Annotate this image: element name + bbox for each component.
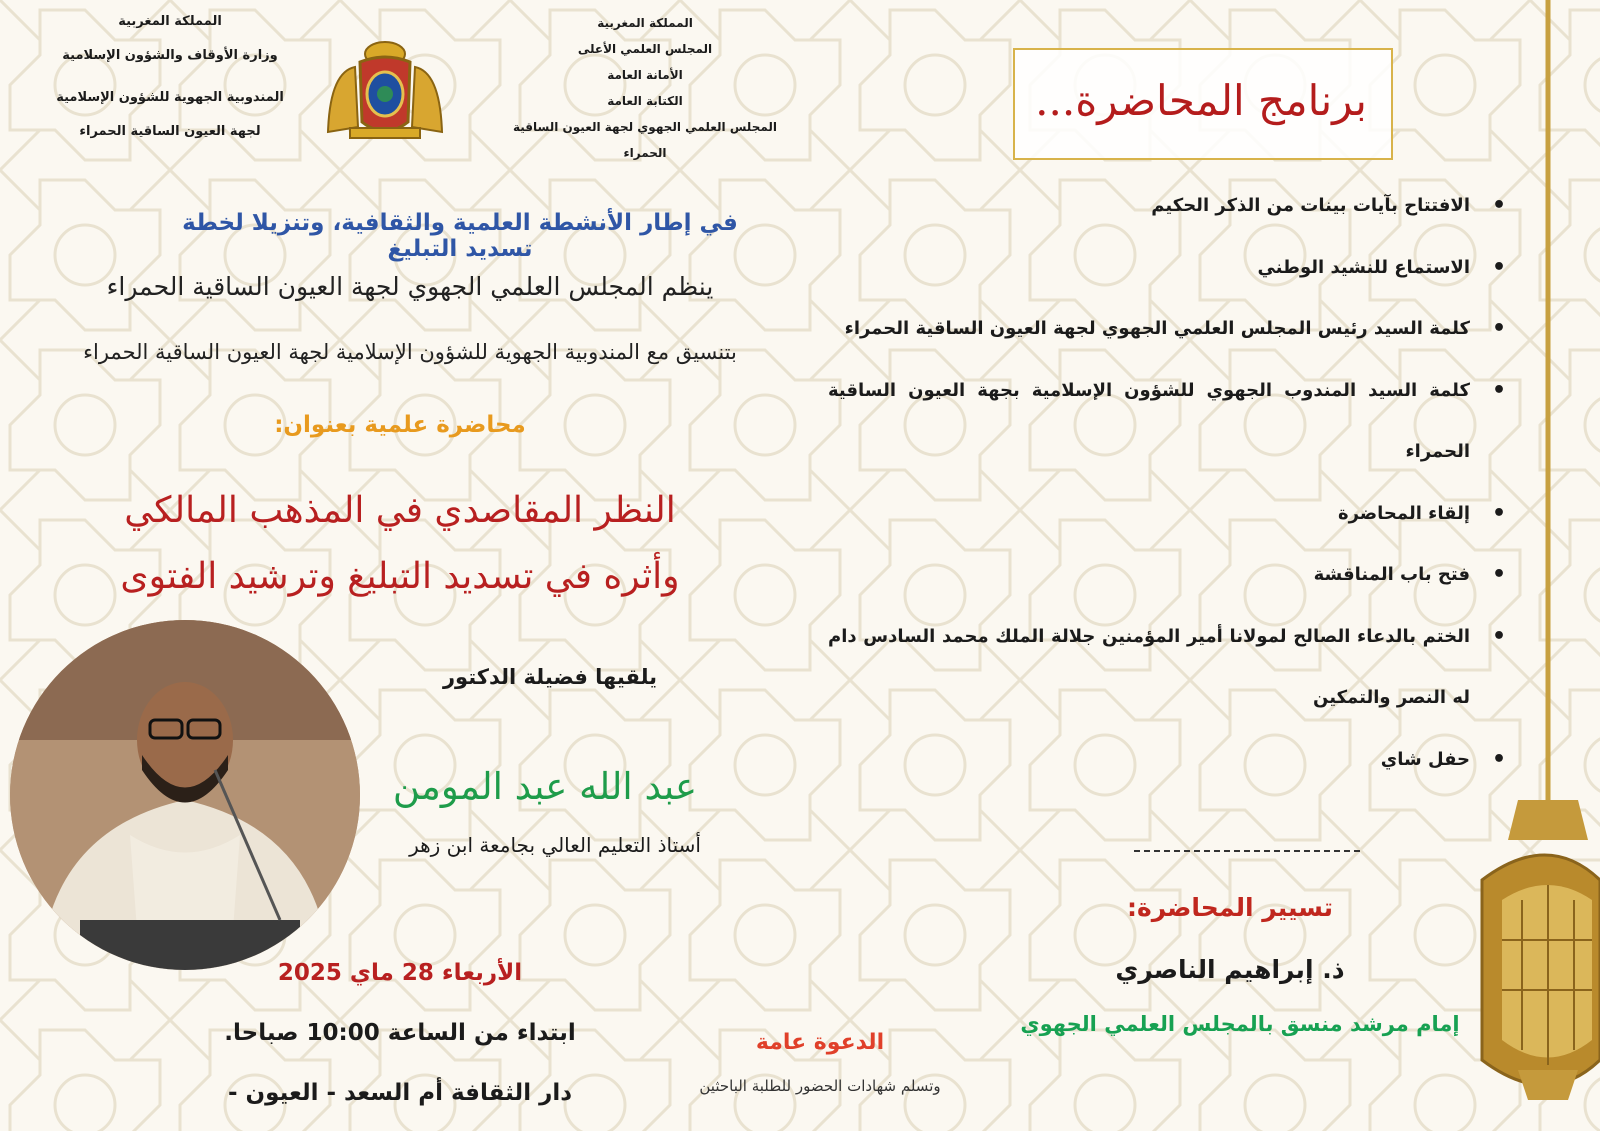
- lecture-title-line2: وأثره في تسديد التبليغ وترشيد الفتوى: [120, 556, 680, 597]
- program-title-box: [1013, 48, 1393, 160]
- speaker-title: أستاذ التعليم العالي بجامعة ابن زهر: [409, 833, 701, 857]
- header-left-line4: لجهة العيون الساقية الحمراء: [79, 124, 261, 139]
- header-center-line1: المملكة المغربية: [597, 16, 693, 30]
- program-title: برنامج المحاضرة...: [1035, 76, 1367, 125]
- event-date: الأربعاء 28 ماي 2025: [277, 960, 523, 986]
- header-center-line2: المجلس العلمي الأعلى: [577, 42, 713, 56]
- public-invite: الدعوة عامة: [755, 1030, 885, 1055]
- program-item: • الافتتاح بآيات بينات من الذكر الحكيم: [828, 175, 1488, 237]
- header-left: [30, 10, 310, 144]
- lantern-icon: [1462, 0, 1600, 1131]
- delivered-by: يلقيها فضيلة الدكتور: [442, 665, 658, 689]
- moderator-role: إمام مرشد منسق بالمجلس العلمي الجهوي: [1020, 1012, 1460, 1036]
- header-center-line4: الكتابة العامة: [607, 94, 683, 108]
- header-center-line3: الأمانة العامة: [607, 68, 683, 82]
- program-item: • كلمة السيد المندوب الجهوي للشؤون الإسلامية بجهة العيون الساقية الحمراء: [828, 360, 1488, 483]
- header-center-line5: المجلس العلمي الجهوي لجهة العيون الساقية الحمراء: [512, 120, 778, 160]
- program-item: • حفل شاي: [828, 729, 1488, 791]
- organizer-line: ينظم المجلس العلمي الجهوي لجهة العيون الساقية الحمراء: [106, 272, 714, 301]
- program-item: • الختم بالدعاء الصالح لمولانا أمير المؤمنين جلالة الملك محمد السادس دام له النصر والتمكين: [828, 606, 1488, 729]
- program-item: • كلمة السيد رئيس المجلس العلمي الجهوي لجهة العيون الساقية الحمراء: [828, 298, 1488, 360]
- royal-emblem-icon: [320, 32, 450, 142]
- coordination-line: بتنسيق مع المندوبية الجهوية للشؤون الإسلامية لجهة العيون الساقية الحمراء: [83, 340, 737, 364]
- header-left-line3: المندوبية الجهوية للشؤون الإسلامية: [56, 90, 284, 105]
- speaker-name: عبد الله عبد المومن: [392, 765, 698, 808]
- header-center: [495, 10, 795, 166]
- speaker-photo: [10, 620, 360, 970]
- event-venue: دار الثقافة أم السعد - العيون -: [227, 1080, 573, 1106]
- header-left-line2: وزارة الأوقاف والشؤون الإسلامية: [62, 48, 278, 63]
- certificate-note: وتسلم شهادات الحضور للطلبة الباحثين: [699, 1077, 941, 1095]
- dashed-separator: [1134, 850, 1360, 852]
- header-left-line1: المملكة المغربية: [118, 14, 222, 29]
- program-list: [828, 175, 1488, 790]
- moderator-heading: تسيير المحاضرة:: [1126, 893, 1334, 922]
- moderator-name: ذ. إبراهيم الناصري: [1115, 955, 1345, 984]
- lecture-title-line1: النظر المقاصدي في المذهب المالكي: [124, 490, 676, 531]
- program-item: • فتح باب المناقشة: [828, 544, 1488, 606]
- program-item: • الاستماع للنشيد الوطني: [828, 237, 1488, 299]
- lecture-label: محاضرة علمية بعنوان:: [274, 412, 526, 438]
- frame-line: في إطار الأنشطة العلمية والثقافية، وتنزيلا لخطة تسديد التبليغ: [182, 210, 738, 262]
- event-time: ابتداء من الساعة 10:00 صباحا.: [224, 1020, 576, 1046]
- speaker-portrait-icon: [10, 620, 360, 970]
- program-item: • إلقاء المحاضرة: [828, 483, 1488, 545]
